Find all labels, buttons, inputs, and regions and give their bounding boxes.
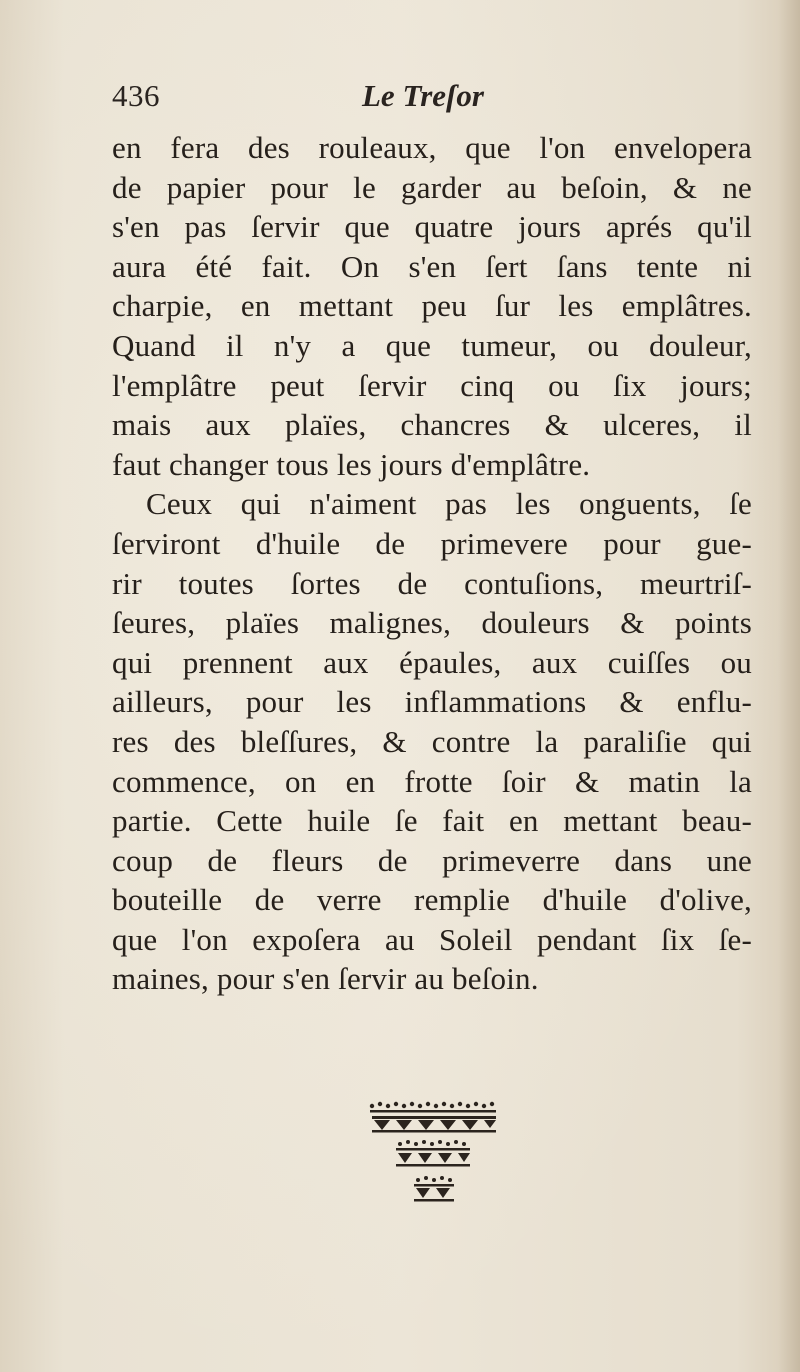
text-line: ſeures, plaïes malignes, douleurs & points: [112, 605, 752, 641]
text-line: rir toutes ſortes de contuſions, meurtriſ-: [112, 565, 752, 601]
text-line: res des bleſſures, & contre la paraliſie qui: [112, 723, 752, 759]
text-line: ailleurs, pour les inflammations & enflu-: [112, 684, 752, 720]
text-line: charpie, en mettant peu ſur les emplâtres.: [112, 288, 752, 324]
text-line: que l'on expoſera au Soleil pendant ſix ſe-: [112, 921, 752, 957]
running-head: [112, 78, 752, 122]
text-line: de papier pour le garder au beſoin, & ne: [112, 169, 752, 205]
fleuron-ornament-icon: [360, 1092, 510, 1222]
text-line: aura été fait. On s'en ſert ſans tente ni: [112, 248, 752, 284]
text-line: qui prennent aux épaules, aux cuiſſes ou: [112, 644, 752, 680]
text-line: maines, pour s'en ſervir au beſoin.: [112, 961, 539, 997]
text-line: ſerviront d'huile de primevere pour gue-: [112, 525, 752, 561]
text-line: partie. Cette huile ſe fait en mettant beau-: [112, 803, 752, 839]
fleuron-row-2: [396, 1140, 470, 1167]
fleuron-row-1-dots: [370, 1102, 496, 1113]
text-line: Ceux qui n'aiment pas les onguents, ſe: [146, 486, 752, 522]
page-number: 436: [112, 78, 160, 113]
text-line: faut changer tous les jours d'emplâtre.: [112, 446, 591, 482]
paragraph-1: [112, 128, 752, 484]
fleuron-row-3: [414, 1176, 454, 1202]
text-line: bouteille de verre remplie d'huile d'olive,: [112, 882, 752, 918]
running-title: Le Treſor: [362, 78, 484, 113]
text-line: s'en pas ſervir que quatre jours aprés qu'il: [112, 209, 752, 245]
text-line: l'emplâtre peut ſervir cinq ou ſix jours;: [112, 367, 752, 403]
text-line: coup de fleurs de primeverre dans une: [112, 842, 752, 878]
page-edge-shadow: [778, 0, 800, 1372]
text-line: mais aux plaïes, chancres & ulceres, il: [112, 407, 752, 443]
paragraph-2: [112, 484, 752, 999]
fleuron-row-1-band: [372, 1116, 496, 1133]
text-line: commence, on en frotte ſoir & matin la: [112, 763, 752, 799]
text-line: en fera des rouleaux, que l'on envelopera: [112, 130, 752, 165]
body-text: [112, 128, 752, 999]
text-line: Quand il n'y a que tumeur, ou douleur,: [112, 327, 752, 363]
